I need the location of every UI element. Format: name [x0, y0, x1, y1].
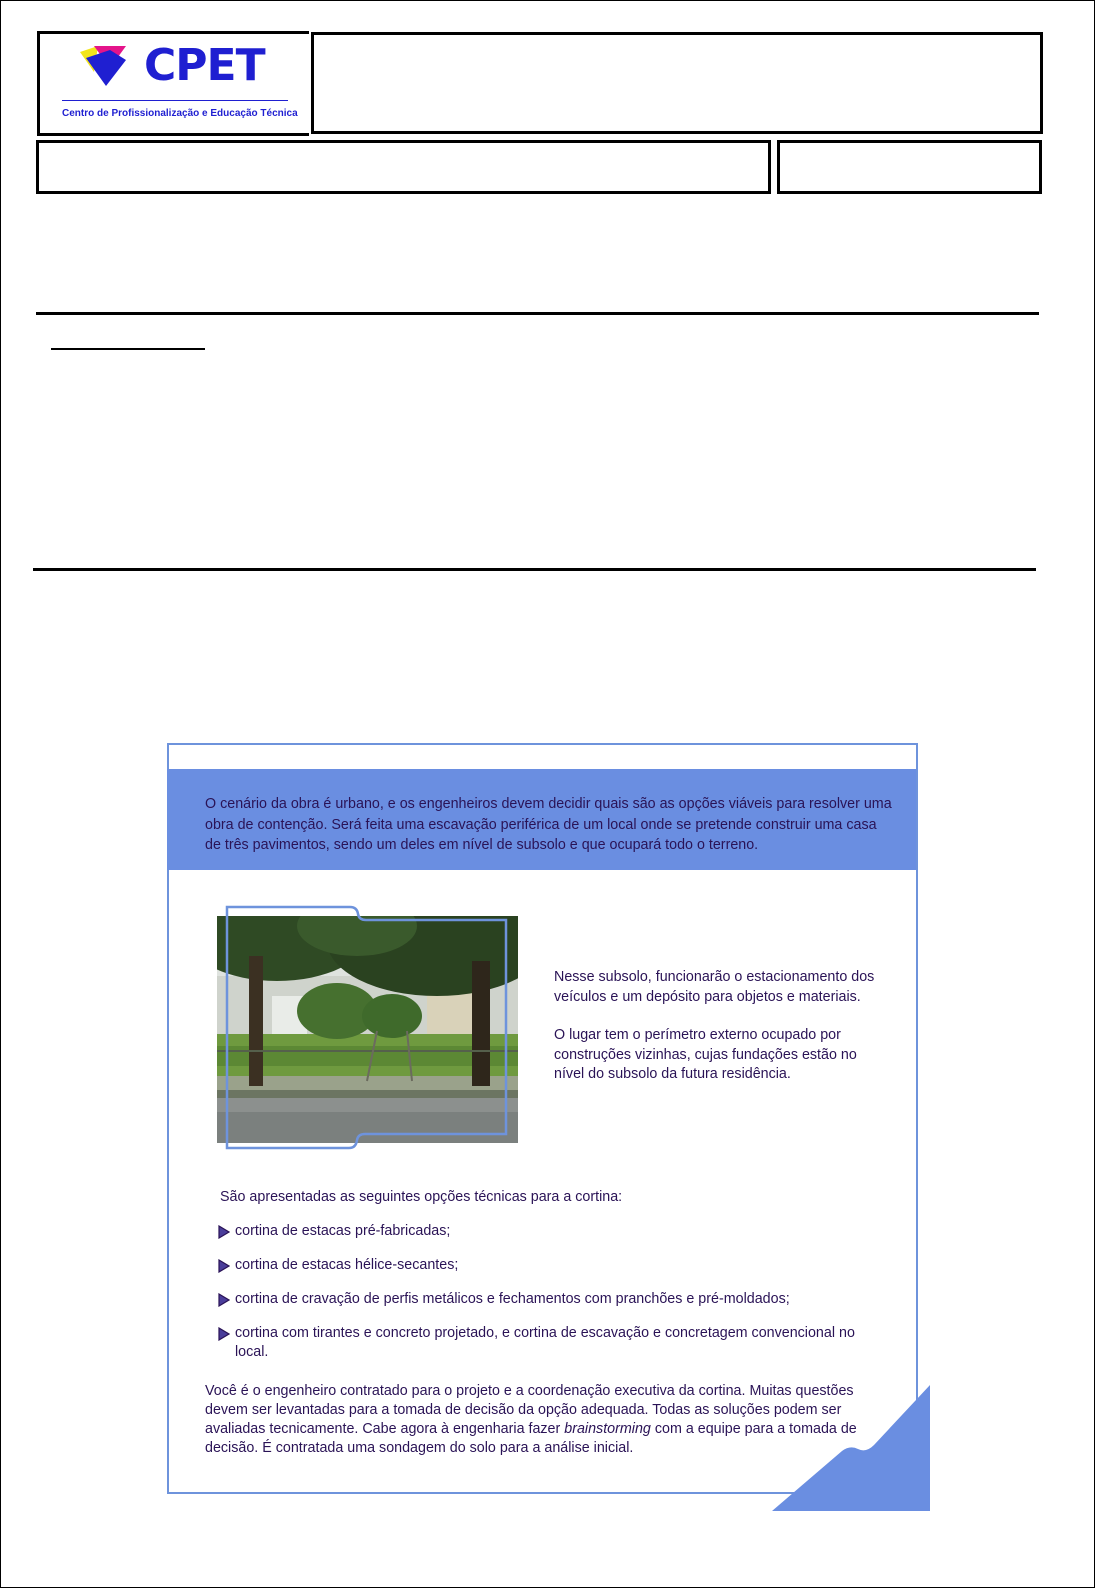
option-text: cortina com tirantes e concreto projetado, e cortina de escavação e concretagem convencional no local. [235, 1325, 855, 1360]
options-list [218, 1222, 868, 1377]
option-text: cortina de estacas pré-fabricadas; [235, 1223, 451, 1239]
list-item [218, 1324, 868, 1362]
triangle-bullet-icon [218, 1293, 230, 1307]
closing-text-end: com a equipe para a tomada de decisão. É contratada uma sondagem do solo para a análise inicial. [205, 1421, 857, 1456]
logo-subtitle: Centro de Profissionalização e Educação Técnica [62, 108, 298, 119]
divider-line [36, 312, 1039, 315]
closing-text-emphasis: brainstorming [564, 1421, 651, 1437]
date-field-box [777, 140, 1042, 194]
short-divider-line [51, 348, 205, 350]
subsoil-description [554, 968, 884, 1104]
list-item [218, 1290, 868, 1309]
triangle-bullet-icon [218, 1327, 230, 1341]
corner-decoration [770, 1385, 932, 1517]
logo-text: CPET [144, 40, 265, 91]
photo-frame-outline [210, 902, 510, 1161]
logo-divider [62, 100, 288, 101]
triangle-bullet-icon [218, 1259, 230, 1273]
cpet-logo-mark-icon [80, 46, 130, 92]
scenario-intro-text: O cenário da obra é urbano, e os engenheiros devem decidir quais são as opções viáveis para resolver uma obra de contenção. Será feita uma escavação periférica de um local onde se pretende construir uma casa de três pavimentos, sendo um deles em nível de subsolo e que ocupará todo o terreno. [205, 796, 892, 853]
closing-text-start: Você é o engenheiro contratado para o projeto e a coordenação executiva da cortina. Muitas questões devem ser levantadas para a tomada de decisão da opção adequada. Todas as soluções podem ser avaliadas tecnicamente. Cabe agora à engenharia fazer [205, 1383, 854, 1437]
list-item [218, 1256, 868, 1275]
logo-block [37, 31, 309, 136]
option-text: cortina de cravação de perfis metálicos e fechamentos com pranchões e pré-moldados; [235, 1291, 790, 1307]
list-item [218, 1222, 868, 1241]
option-text: cortina de estacas hélice-secantes; [235, 1257, 459, 1273]
side-paragraph-1: Nesse subsolo, funcionarão o estacionamento dos veículos e um depósito para objetos e materiais. [554, 969, 875, 1005]
divider-line [33, 568, 1036, 571]
side-paragraph-2: O lugar tem o perímetro externo ocupado por construções vizinhas, cujas fundações estão no nível do subsolo da futura residência. [554, 1027, 857, 1082]
name-field-box [36, 140, 771, 194]
options-intro: São apresentadas as seguintes opções técnicas para a cortina: [220, 1189, 623, 1205]
triangle-bullet-icon [218, 1225, 230, 1239]
title-field-box [311, 32, 1043, 134]
